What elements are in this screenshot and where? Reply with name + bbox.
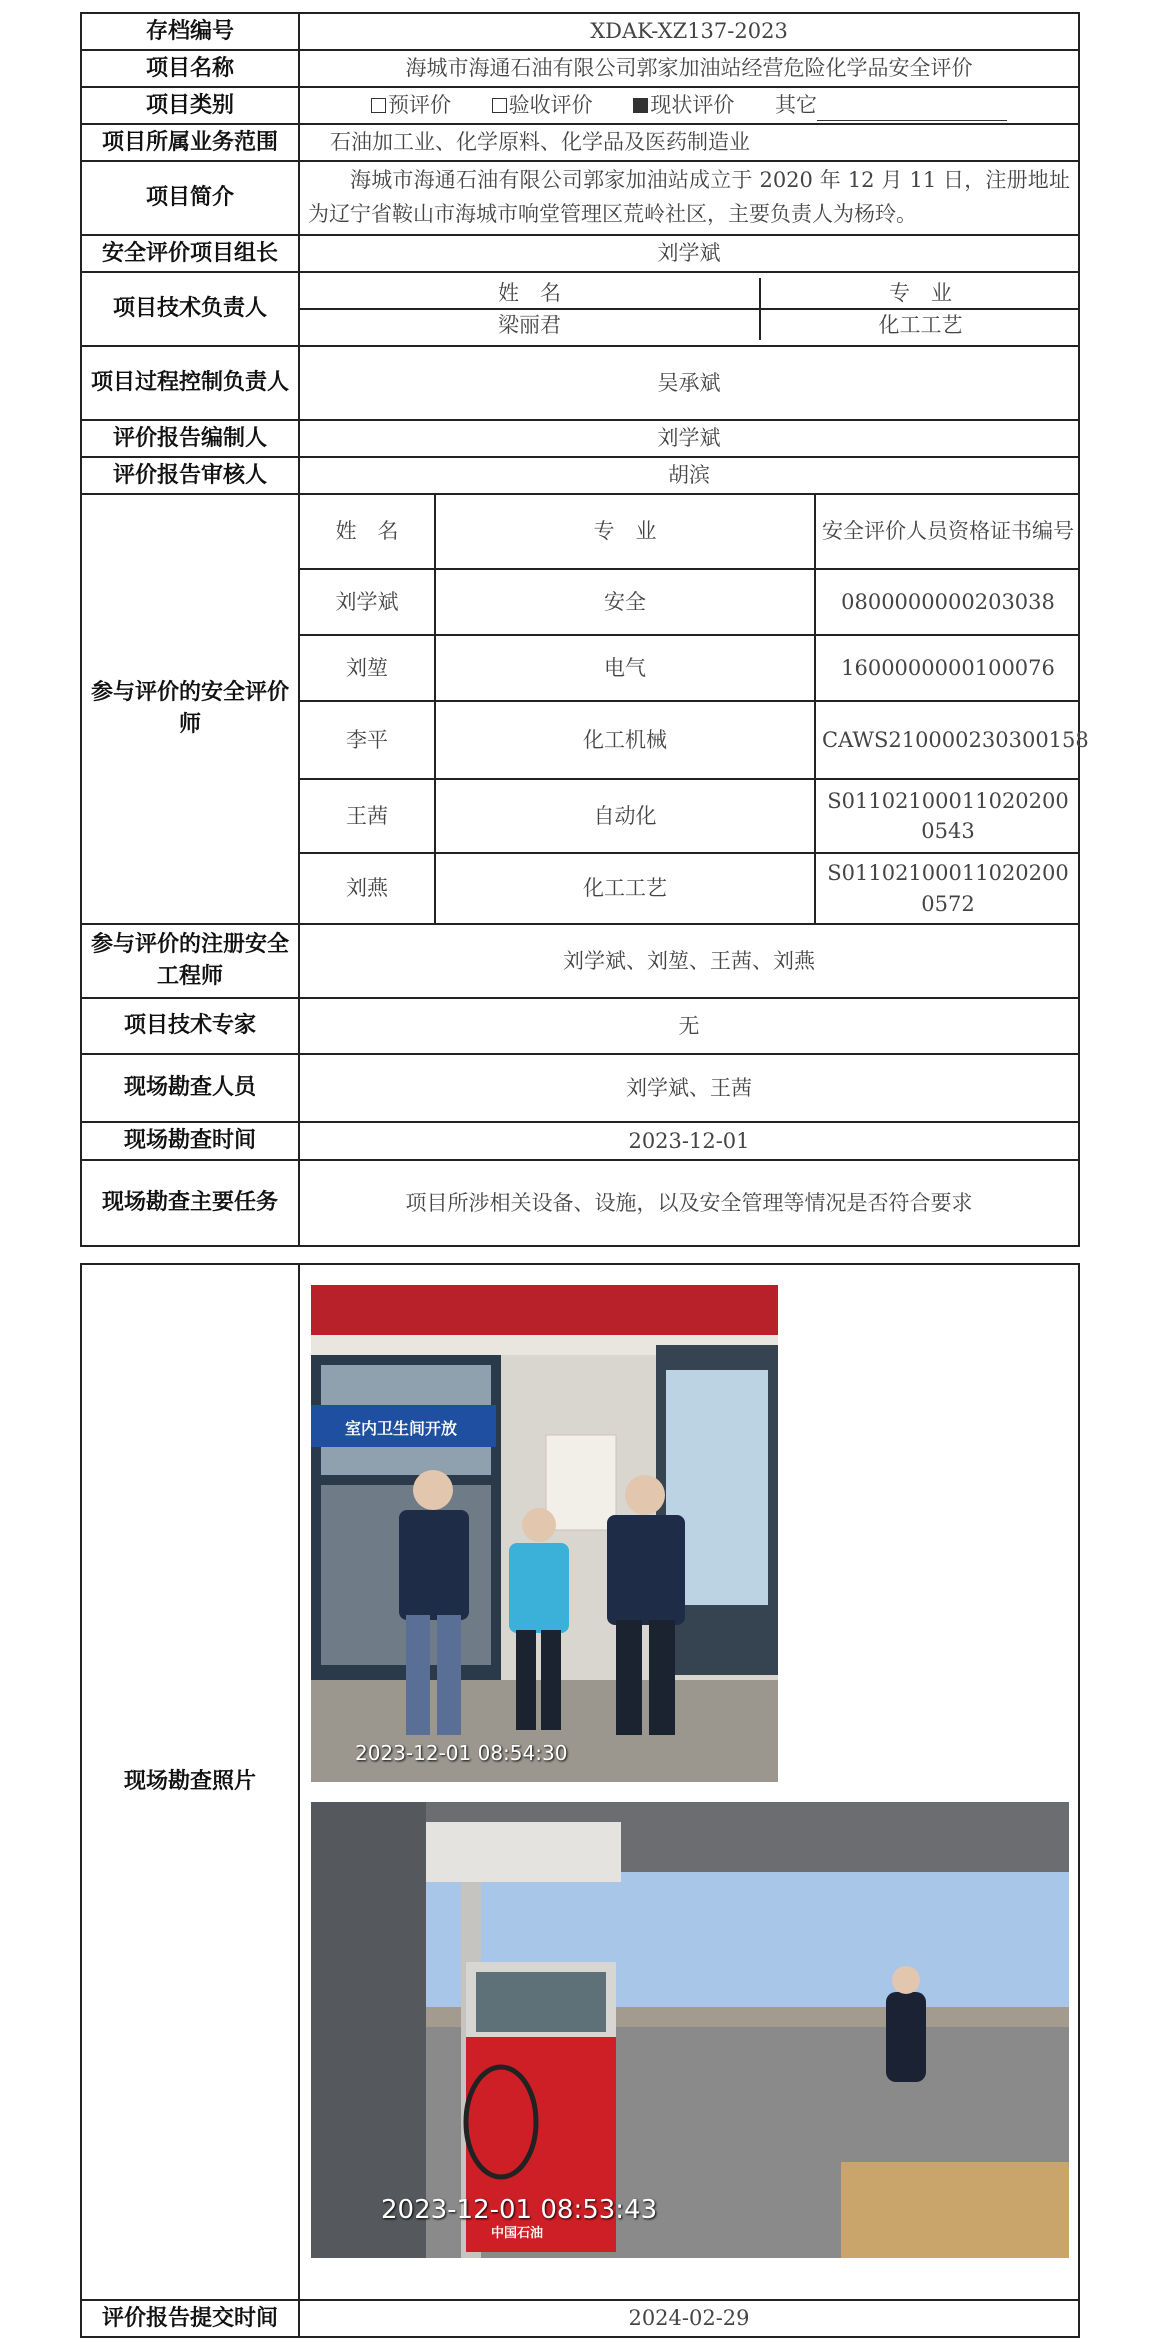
evaluators-header-cert: 安全评价人员资格证书编号 <box>815 495 1080 569</box>
option-pre-evaluation: 预评价 <box>371 93 451 117</box>
checkbox-filled-icon <box>633 98 648 113</box>
tech-lead-table <box>300 278 1080 341</box>
evaluator-major: 化工工艺 <box>435 853 815 923</box>
evaluator-major: 化工机械 <box>435 701 815 779</box>
report-reviewer-label: 评价报告审核人 <box>81 457 299 494</box>
business-scope-label: 项目所属业务范围 <box>81 124 299 161</box>
registered-engineers-value: 刘学斌、刘堃、王茜、刘燕 <box>299 924 1079 998</box>
option-status-evaluation: 现状评价 <box>633 93 734 117</box>
evaluator-cert: 1600000000100076 <box>815 635 1080 701</box>
evaluator-name: 刘学斌 <box>300 569 435 635</box>
site-task-label: 现场勘查主要任务 <box>81 1160 299 1246</box>
restroom-sign: 室内卫生间开放 <box>344 1419 457 1438</box>
submit-date-value: 2024-02-29 <box>299 2300 1079 2337</box>
table-row <box>300 569 1080 635</box>
archive-no-value: XDAK-XZ137-2023 <box>299 13 1079 50</box>
site-date-label: 现场勘查时间 <box>81 1122 299 1160</box>
site-photo-staff <box>311 1285 778 1782</box>
tech-lead-major: 化工工艺 <box>760 309 1080 340</box>
other-blank-line <box>817 100 1007 121</box>
option-other: 其它 <box>775 93 1007 117</box>
evaluator-cert: CAWS210000230300158 <box>815 701 1080 779</box>
process-control-value: 吴承斌 <box>299 346 1079 420</box>
tech-expert-value: 无 <box>299 998 1079 1054</box>
team-leader-label: 安全评价项目组长 <box>81 235 299 272</box>
tech-lead-label: 项目技术负责人 <box>81 272 299 346</box>
tech-lead-major-header: 专 业 <box>760 278 1080 309</box>
option-acceptance-evaluation: 验收评价 <box>492 93 593 117</box>
evaluators-label: 参与评价的安全评价师 <box>81 494 299 924</box>
evaluator-major: 安全 <box>435 569 815 635</box>
evaluator-cert: 0800000000203038 <box>815 569 1080 635</box>
site-staff-value: 刘学斌、王茜 <box>299 1054 1079 1122</box>
evaluator-cert: S011021000110202000543 <box>815 779 1080 853</box>
evaluator-name: 李平 <box>300 701 435 779</box>
business-scope-value: 石油加工业、化学原料、化学品及医药制造业 <box>299 124 1079 161</box>
report-author-label: 评价报告编制人 <box>81 420 299 457</box>
project-type-label: 项目类别 <box>81 87 299 124</box>
submit-date-label: 评价报告提交时间 <box>81 2300 299 2337</box>
archive-no-label: 存档编号 <box>81 13 299 50</box>
tech-lead-name: 梁丽君 <box>300 309 760 340</box>
evaluator-name: 刘燕 <box>300 853 435 923</box>
project-name-label: 项目名称 <box>81 50 299 87</box>
tech-expert-label: 项目技术专家 <box>81 998 299 1054</box>
evaluator-cert: S011021000110202000572 <box>815 853 1080 923</box>
info-table <box>80 12 1089 1247</box>
table-row <box>300 853 1080 923</box>
photo-timestamp: 2023-12-01 08:53:43 <box>381 2195 658 2225</box>
table-row <box>300 701 1080 779</box>
site-date-value: 2023-12-01 <box>299 1122 1079 1160</box>
report-author-value: 刘学斌 <box>299 420 1079 457</box>
evaluators-table <box>300 495 1089 923</box>
site-photos-label: 现场勘查照片 <box>81 1264 299 2300</box>
intro-text: 海城市海通石油有限公司郭家加油站成立于 2020 年 12 月 11 日，注册地址为辽宁省鞍山市海城市响堂管理区荒岭社区，主要负责人为杨玲。 <box>299 161 1079 235</box>
checkbox-empty-icon <box>371 98 386 113</box>
evaluators-header-major: 专 业 <box>435 495 815 569</box>
tech-lead-name-header: 姓 名 <box>300 278 760 309</box>
report-reviewer-value: 胡滨 <box>299 457 1079 494</box>
evaluator-major: 电气 <box>435 635 815 701</box>
intro-label: 项目简介 <box>81 161 299 235</box>
checkbox-empty-icon <box>492 98 507 113</box>
evaluator-major: 自动化 <box>435 779 815 853</box>
site-staff-label: 现场勘查人员 <box>81 1054 299 1122</box>
evaluators-header-name: 姓 名 <box>300 495 435 569</box>
team-leader-value: 刘学斌 <box>299 235 1079 272</box>
project-type-options <box>299 87 1079 124</box>
process-control-label: 项目过程控制负责人 <box>81 346 299 420</box>
dispenser-photo-icon <box>311 1802 1069 2258</box>
table-row <box>300 779 1080 853</box>
evaluator-name: 刘堃 <box>300 635 435 701</box>
table-row <box>300 635 1080 701</box>
registered-engineers-label: 参与评价的注册安全工程师 <box>81 924 299 998</box>
evaluator-name: 王茜 <box>300 779 435 853</box>
project-name-value: 海城市海通石油有限公司郭家加油站经营危险化学品安全评价 <box>299 50 1079 87</box>
site-photo-dispenser <box>311 1802 1069 2258</box>
site-task-value: 项目所涉相关设备、设施，以及安全管理等情况是否符合要求 <box>299 1160 1079 1246</box>
staff-photo-icon <box>311 1285 778 1782</box>
photo-timestamp: 2023-12-01 08:54:30 <box>355 1741 568 1765</box>
brand-label: 中国石油 <box>491 2226 544 2241</box>
